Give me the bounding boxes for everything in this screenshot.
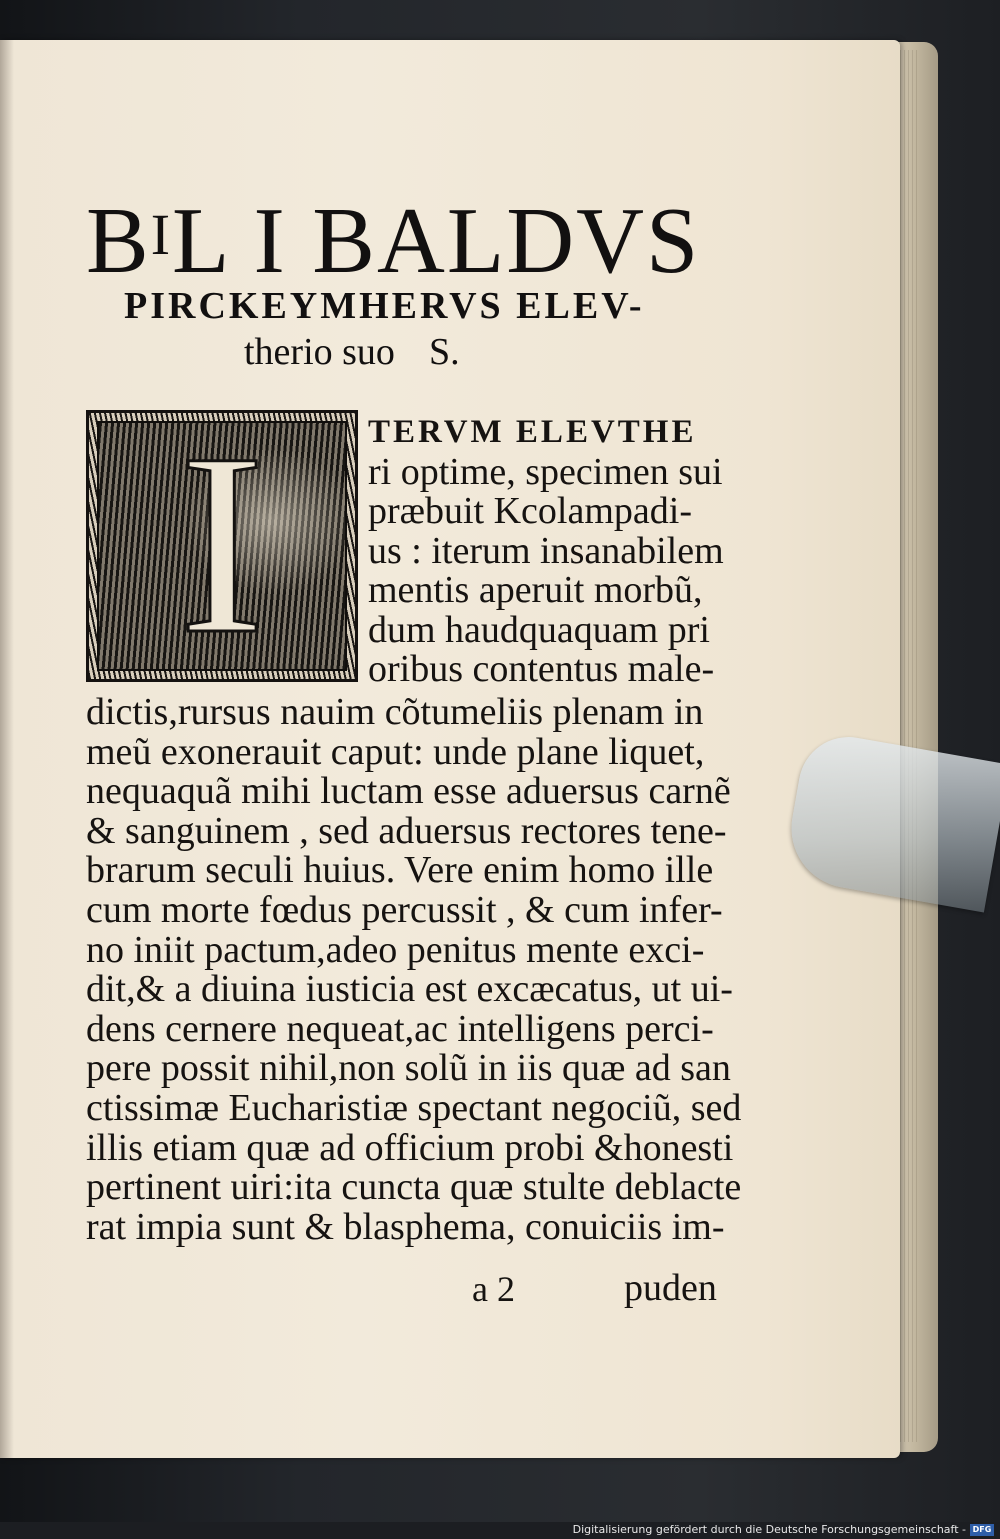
title-rest: L I BALDVS: [172, 189, 701, 293]
body-line: illis etiam quæ ad officium probi &honesti: [86, 1126, 734, 1169]
body-line: oribus contentus male-: [368, 648, 715, 690]
subtitle-addressee: therio suo: [244, 331, 395, 373]
credit-text: Digitalisierung gefördert durch die Deutsche Forschungsgemeinschaft -: [572, 1523, 966, 1536]
title-initial-b: B: [86, 189, 151, 293]
body-line: us : iterum insanabilem: [368, 529, 724, 572]
body-line: & sanguinem , sed aduersus rectores tene-: [86, 809, 727, 852]
body-line: meũ exonerauit caput: unde plane liquet,: [86, 730, 705, 773]
subtitle-line-2: [244, 330, 460, 374]
body-line: dum haudquaquam pri: [368, 608, 710, 651]
body-line: mentis aperuit morbũ,: [368, 569, 703, 611]
body-line: TERVM ELEVTHE: [368, 414, 697, 450]
body-line: pere possit nihil,non solũ in iis quæ ad san: [86, 1047, 731, 1090]
initial-letter: I: [178, 400, 266, 688]
catchword: puden: [624, 1267, 717, 1309]
body-line: ctissimæ Eucharistiæ spectant negociũ, sed: [86, 1087, 742, 1129]
title-small-i: I: [150, 202, 173, 267]
page-title: [86, 188, 701, 293]
body-line: rat impia sunt & blasphema, conuiciis im-: [86, 1205, 725, 1248]
body-line: dens cernere nequeat,ac intelligens perci-: [86, 1007, 714, 1050]
body-line: præbuit Kcolampadi-: [368, 490, 692, 532]
woodcut-initial: [86, 400, 358, 688]
body-line: dictis,rursus nauim cõtumeliis plenam in: [86, 691, 704, 733]
dfg-logo-icon: DFG: [970, 1524, 994, 1536]
body-line: cum morte fœdus percussit , & cum infer-: [86, 889, 723, 931]
body-line: nequaquã mihi luctam esse aduersus carnẽ: [86, 770, 731, 813]
body-line: no iniit pactum,adeo penitus mente exci-: [86, 928, 705, 971]
subtitle-line-1: PIRCKEYMHERVS ELEV-: [124, 285, 645, 327]
body-line: ri optime, specimen sui: [368, 450, 723, 493]
signature-mark: a 2: [472, 1269, 515, 1309]
body-line: pertinent uiri:ita cuncta quæ stulte deblacte: [86, 1166, 742, 1209]
body-line: brarum seculi huius. Vere enim homo ille: [86, 849, 714, 892]
body-line: dit,& a diuina iusticia est excæcatus, ut ui-: [86, 968, 733, 1011]
subtitle-signoff: S.: [428, 331, 460, 373]
